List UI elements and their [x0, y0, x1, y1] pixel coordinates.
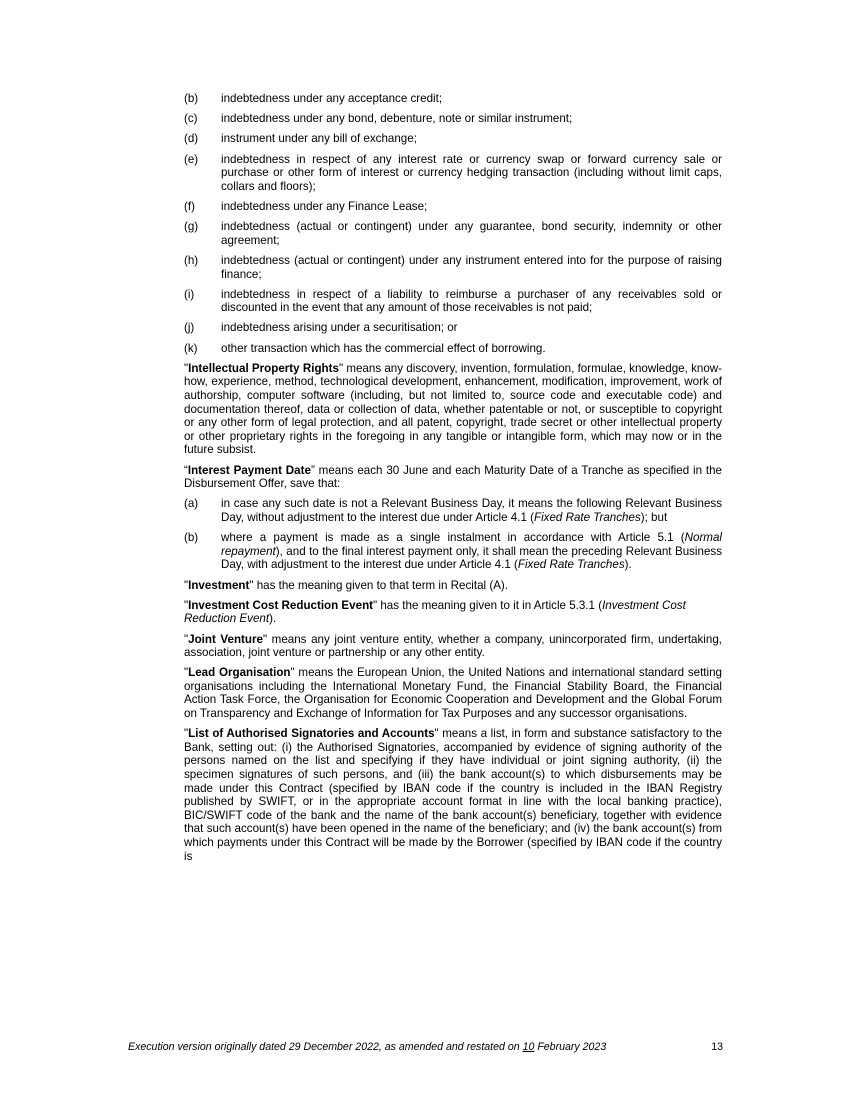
definition-text: means a list, in form and substance satisfactory to the Bank, setting out: (i) the Authorised Signatories, accompanied by evidence of signing authority of the persons named on the list and specifying if they have individual or joint signing authority, (ii) the specimen signatures of such persons, and (iii) the bank account(s) to which disbursements may be made under this Contract (specified by IBAN code if the country is included in the IBAN Registry published by SWIFT, or in the appropriate account format in line with the local banking practice), BIC/SWIFT code of the bank and the name of the bank account(s) beneficiary, together with evidence that such account(s) have been opened in the name of the beneficiary; and (iv) the bank account(s) from which payments under this Contract will be made by the Borrower (specified by IBAN code if the country is	[184, 727, 723, 863]
defined-term: Interest Payment Date	[187, 463, 311, 477]
item-label: (e)	[184, 152, 199, 166]
item-label: (g)	[184, 220, 199, 234]
defined-term: Joint Venture	[188, 632, 263, 646]
definition-lead-organisation: "Lead Organisation" means the European Union, the United Nations and international standard setting organisations including the International Monetary Fund, the Financial Stability Board, the Financial Action Task Force, the Organisation for Economic Cooperation and Development and the Global Forum on Transparency and Exchange of Information for Tax Purposes and any successor organisations.	[184, 666, 722, 721]
definition-investment: "Investment" has the meaning given to that term in Recital (A).	[184, 578, 509, 592]
item-text: indebtedness in respect of a liability to reimburse a purchaser of any receivables sold or discounted in the event that any amount of those receivables is not paid;	[221, 287, 722, 315]
item-label: (h)	[184, 253, 199, 267]
item-text: instrument under any bill of exchange;	[221, 132, 417, 146]
definition-joint-venture: "Joint Venture" means any joint venture entity, whether a company, unincorporated firm, undertaking, association, joint venture or partnership or any other entity.	[184, 632, 722, 660]
page-footer	[128, 1041, 723, 1053]
list-item	[184, 531, 722, 572]
list-item	[184, 342, 722, 356]
list-item	[184, 254, 722, 281]
item-label: (i)	[184, 287, 195, 301]
item-label: (f)	[184, 199, 195, 213]
definition-list-of-authorised-signatories: "List of Authorised Signatories and Accounts" means a list, in form and substance satisfactory to the Bank, setting out: (i) the Authorised Signatories, accompanied by evidence of signing authority of the persons named on the list and specifying if they have individual or joint signing authority, (ii) the specimen signatures of such persons, and (iii) the bank account(s) to which disbursements may be made under this Contract (specified by IBAN code if the country is included in the IBAN Registry published by SWIFT, or in the appropriate account format in line with the local banking practice), BIC/SWIFT code of the bank and the name of the bank account(s) beneficiary, together with evidence that such account(s) have been opened in the name of the beneficiary; and (iv) the bank account(s) from which payments under this Contract will be made by the Borrower (specified by IBAN code if the country is	[184, 727, 723, 863]
definition-text: means any discovery, invention, formulation, formulae, knowledge, know-how, experience, method, technological development, enhancement, modification, improvement, work of authorship, computer software (including, but not limited to, source code and executable code) and documentation thereof, data or collection of data, whether patentable or not, or susceptible to copyright or any other form of legal protection, and all patent, copyright, trade secret or other intellectual property or other proprietary rights in the foregoing in any tangible or intangible form, which may now or in the future subsist.	[184, 361, 722, 457]
definition-text: has the meaning given to that term in Recital (A).	[253, 578, 509, 592]
item-text: other transaction which has the commercial effect of borrowing.	[221, 341, 546, 355]
list-item	[184, 153, 722, 194]
defined-term: Investment	[188, 578, 250, 592]
item-label: (b)	[184, 92, 199, 105]
definition-intellectual-property-rights: "Intellectual Property Rights" means any discovery, invention, formulation, formulae, knowledge, know-how, experience, method, technological development, enhancement, modification, improvement, work of authorship, computer software (including, but not limited to, source code and executable code) and documentation thereof, data or collection of data, whether patentable or not, or susceptible to copyright or any other form of legal protection, and all patent, copyright, trade secret or other intellectual property or other proprietary rights in the foregoing in any tangible or intangible form, which may now or in the future subsist.	[184, 361, 722, 457]
document-body	[184, 92, 722, 870]
list-item	[184, 92, 722, 106]
list-item	[184, 497, 722, 524]
item-label: (a)	[184, 497, 199, 511]
list-item	[184, 321, 722, 335]
list-item	[184, 132, 722, 146]
item-text: indebtedness under any Finance Lease;	[221, 199, 428, 213]
defined-term: Lead Organisation	[188, 666, 291, 680]
item-label: (d)	[184, 132, 199, 146]
item-text: indebtedness under any bond, debenture, note or similar instrument;	[221, 112, 573, 126]
item-text: indebtedness in respect of any interest rate or currency swap or forward currency sale or purchase or other form of interest or currency hedging transaction (including without limit caps, collars and floors);	[221, 152, 722, 193]
definition-text: means any joint venture entity, whether a company, unincorporated firm, undertaking, association, joint venture or partnership or any other entity.	[184, 632, 722, 660]
item-label: (k)	[184, 341, 198, 355]
item-label: (j)	[184, 321, 195, 335]
item-text: indebtedness (actual or contingent) under any guarantee, bond security, indemnity or other agreement;	[221, 220, 722, 247]
definition-text: means each 30 June and each Maturity Date of a Tranche as specified in the Disbursement Offer, save that:	[184, 463, 722, 491]
item-text: indebtedness under any acceptance credit;	[221, 92, 443, 105]
item-label: (c)	[184, 112, 198, 126]
definition-text: means the European Union, the United Nations and international standard setting organisations including the International Monetary Fund, the Financial Stability Board, the Financial Action Task Force, the Organisation for Economic Cooperation and Development and the Global Forum on Transparency and Exchange of Information for Tax Purposes and any successor organisations.	[184, 666, 722, 721]
defined-term: Investment Cost Reduction Event	[188, 598, 374, 612]
definition-text: has the meaning given to it in Article 5.3.1 (	[377, 598, 603, 612]
defined-term: Intellectual Property Rights	[188, 361, 339, 375]
item-text: in case any such date is not a Relevant Business Day, it means the following Relevant Business Day, without adjustment to the interest due under Article 4.1 (Fixed Rate Tranches); but	[221, 497, 722, 524]
list-item	[184, 112, 722, 126]
definition-interest-payment-date: “Interest Payment Date” means each 30 June and each Maturity Date of a Tranche as specified in the Disbursement Offer, save that:	[184, 463, 722, 491]
list-item	[184, 220, 722, 247]
defined-term: List of Authorised Signatories and Accounts	[188, 727, 435, 741]
item-text: indebtedness arising under a securitisation; or	[221, 321, 458, 335]
item-text: where a payment is made as a single instalment in accordance with Article 5.1 (Normal repayment), and to the final interest payment only, it shall mean the preceding Relevant Business Day, with adjustment to the interest due under Article 4.1 (Fixed Rate Tranches).	[221, 531, 722, 572]
list-item	[184, 200, 722, 214]
footer-text: Execution version originally dated 29 December 2022, as amended and restated on 10 February 2023	[128, 1041, 607, 1053]
page-number: 13	[711, 1041, 723, 1053]
item-label: (b)	[184, 531, 199, 545]
item-text: indebtedness (actual or contingent) under any instrument entered into for the purpose of raising finance;	[221, 253, 722, 281]
definition-investment-cost-reduction-event: "Investment Cost Reduction Event" has the meaning given to it in Article 5.3.1 (Investment Cost Reduction Event).	[184, 598, 686, 626]
list-item	[184, 288, 722, 315]
